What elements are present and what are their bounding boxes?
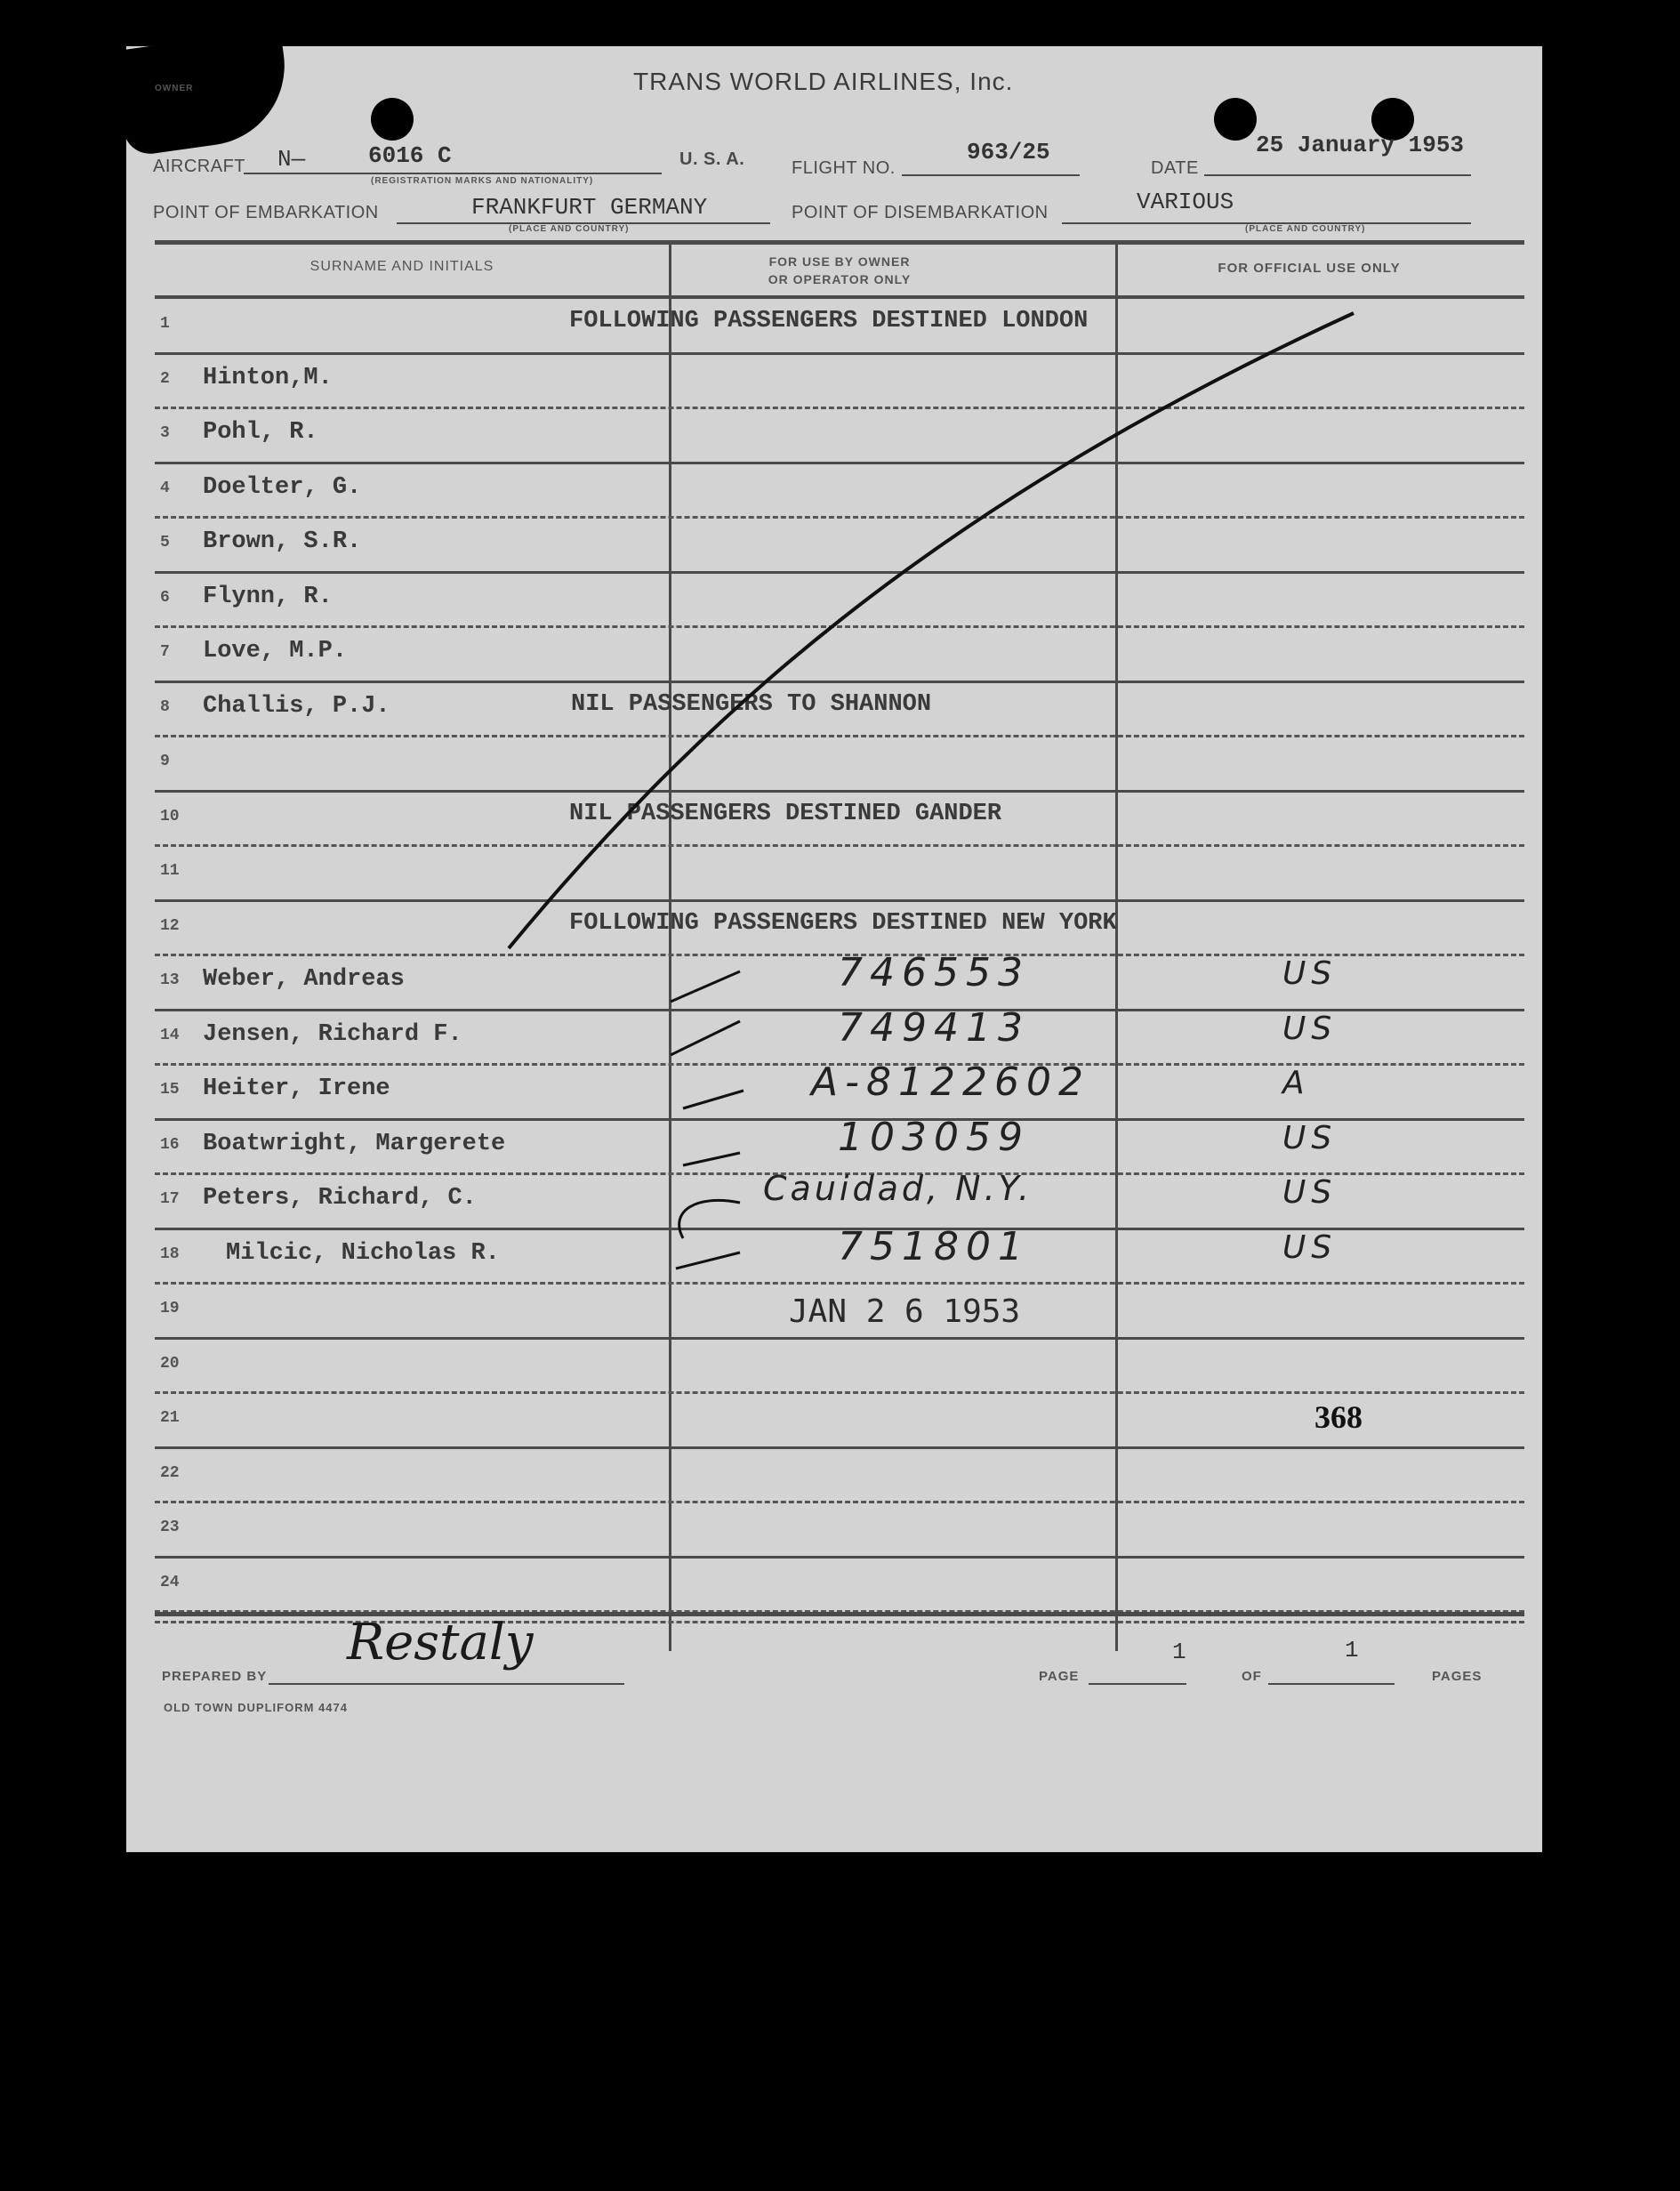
company-title: TRANS WORLD AIRLINES, Inc.: [633, 68, 1014, 95]
col-owner-use-line2: OR OPERATOR ONLY: [768, 272, 912, 286]
received-date-stamp: JAN 2 6 1953: [789, 1293, 1021, 1330]
disembarkation-value: VARIOUS: [1137, 189, 1234, 215]
passenger-name: Weber, Andreas: [203, 966, 405, 993]
passenger-name: Brown, S.R.: [203, 528, 362, 555]
row-number: 12: [160, 917, 180, 935]
row-number: 19: [160, 1300, 180, 1317]
country-label: U. S. A.: [679, 149, 745, 169]
row-number: 10: [160, 808, 180, 826]
nationality: US: [1282, 955, 1338, 992]
owner-reference: 749413: [838, 1005, 1030, 1051]
page-line: [1089, 1683, 1186, 1685]
embarkation-sub: (PLACE AND COUNTRY): [509, 224, 630, 234]
official-number: 368: [1314, 1399, 1362, 1435]
aircraft-value: 6016 C: [368, 142, 452, 169]
prepared-by-line: [269, 1683, 624, 1685]
row-number: 22: [160, 1464, 180, 1482]
passenger-name: Challis, P.J.: [203, 693, 390, 720]
nationality: US: [1282, 1011, 1338, 1047]
row-number: 4: [160, 479, 170, 497]
check-stroke: [671, 1021, 740, 1055]
owner-reference: A-8122602: [811, 1059, 1090, 1105]
row-number: 3: [160, 424, 170, 442]
nationality: US: [1282, 1174, 1338, 1211]
total-pages: 1: [1345, 1637, 1359, 1663]
aircraft-label: AIRCRAFT: [153, 157, 245, 176]
row-number: 24: [160, 1574, 180, 1591]
page-label: PAGE: [1039, 1669, 1080, 1684]
of-label: OF: [1242, 1669, 1262, 1684]
destination-notice: FOLLOWING PASSENGERS DESTINED NEW YORK: [569, 910, 1117, 937]
passenger-name: Pohl, R.: [203, 419, 318, 446]
row-number: 23: [160, 1518, 180, 1536]
embarkation-value: FRANKFURT GERMANY: [471, 194, 708, 221]
check-stroke: [683, 1153, 740, 1165]
passenger-name: Milcic, Nicholas R.: [226, 1240, 500, 1267]
row-number: 5: [160, 534, 170, 552]
prepared-by-label: PREPARED BY: [162, 1669, 268, 1684]
form-code: OLD TOWN DUPLIFORM 4474: [164, 1701, 348, 1714]
of-line: [1268, 1683, 1395, 1685]
owner-reference: 746553: [838, 950, 1030, 995]
check-stroke: [676, 1253, 740, 1269]
nationality: A: [1282, 1065, 1310, 1101]
passenger-name: Love, M.P.: [203, 638, 348, 665]
row-number: 8: [160, 698, 170, 716]
passenger-name: Doelter, G.: [203, 474, 362, 501]
row-number: 6: [160, 589, 170, 607]
disembarkation-sub: (PLACE AND COUNTRY): [1245, 224, 1366, 234]
passenger-name: Hinton,M.: [203, 365, 333, 391]
disembarkation-label: POINT OF DISEMBARKATION: [792, 203, 1049, 222]
owner-reference: 103059: [838, 1115, 1030, 1160]
passenger-name: Jensen, Richard F.: [203, 1021, 462, 1048]
row-number: 11: [160, 862, 180, 880]
row-number: 21: [160, 1409, 180, 1427]
row-number: 2: [160, 370, 170, 388]
embarkation-label: POINT OF EMBARKATION: [153, 203, 379, 222]
row-number: 20: [160, 1355, 180, 1373]
row-number: 17: [160, 1190, 180, 1208]
row-number: 9: [160, 753, 170, 770]
row-number: 1: [160, 315, 170, 333]
manifest-sheet: [126, 46, 1542, 1852]
check-stroke: [679, 1200, 740, 1238]
row-number: 15: [160, 1081, 180, 1099]
passenger-name: Heiter, Irene: [203, 1075, 390, 1102]
destination-notice: NIL PASSENGERS DESTINED GANDER: [569, 801, 1002, 827]
row-number: 18: [160, 1245, 180, 1263]
pages-label: PAGES: [1432, 1669, 1483, 1684]
flight-label: FLIGHT NO.: [792, 158, 896, 178]
passenger-name: Boatwright, Margerete: [203, 1131, 506, 1157]
page-number: 1: [1172, 1639, 1186, 1665]
aircraft-sub: (REGISTRATION MARKS AND NATIONALITY): [371, 176, 594, 186]
preparer-signature: Restaly: [347, 1614, 534, 1671]
destination-notice: NIL PASSENGERS TO SHANNON: [571, 691, 932, 718]
owner-reference: 751801: [838, 1224, 1030, 1269]
row-number: 16: [160, 1136, 180, 1154]
destination-notice: FOLLOWING PASSENGERS DESTINED LONDON: [569, 308, 1089, 334]
col-owner-use-line1: FOR USE BY OWNER: [768, 254, 911, 269]
nationality: US: [1282, 1229, 1338, 1266]
date-label: DATE: [1151, 158, 1199, 178]
row-number: 7: [160, 643, 170, 661]
passenger-name: Flynn, R.: [203, 584, 333, 610]
check-stroke: [671, 971, 740, 1002]
nationality: US: [1282, 1120, 1338, 1156]
pen-marks: [126, 46, 1542, 1852]
strike-through-stroke: [509, 313, 1354, 948]
passenger-name: Peters, Richard, C.: [203, 1185, 477, 1212]
col-official-header: FOR OFFICIAL USE ONLY: [1218, 261, 1401, 276]
row-number: 13: [160, 971, 180, 989]
row-number: 14: [160, 1027, 180, 1044]
check-stroke: [683, 1091, 744, 1108]
col-surname-header: SURNAME AND INITIALS: [309, 259, 494, 274]
owner-reference: Cauidad, N.Y.: [763, 1169, 1033, 1208]
flight-value: 963/25: [967, 139, 1050, 165]
owner-label: OWNER: [155, 84, 194, 93]
date-value: 25 January 1953: [1256, 132, 1465, 158]
aircraft-prefix: N—: [277, 146, 306, 173]
